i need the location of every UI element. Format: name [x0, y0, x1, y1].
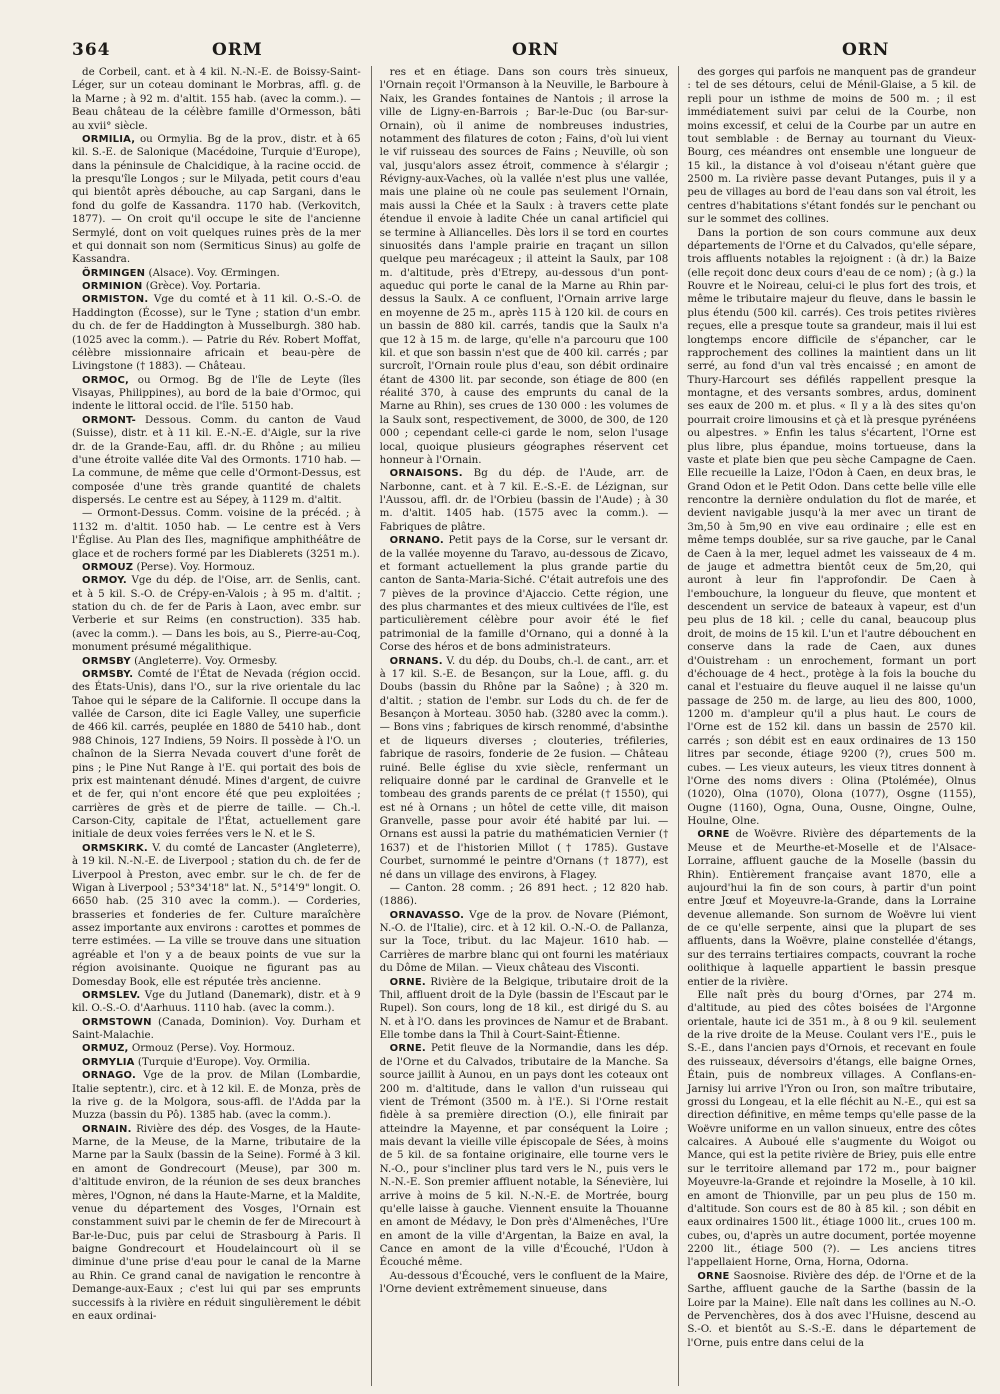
- entry-text: Bg du dép. de l'Aude, arr. de Narbonne, cant. et à 7 kil. E.-S.-E. de Lézignan, sur l'Aussou, affl. dr. de l'Orbieu (bassin de l'Aude) ; à 30 m. d'altit. 1405 hab. (1575 avec la comm.). — Fabriques de plâtre.: [379, 467, 669, 533]
- entry-text: Saosnoise. Rivière des dép. de l'Orne et de la Sarthe, affluent gauche de la Sarthe (bassin de la Loire par la Maine). Elle naît dans les collines au N.-O. de Pervenchères, dos à dos avec l'Huisne, descend au S.-O. et bientôt au S.-S.-E. dans le département de l'Orne, puis entre dans celui de la: [687, 1269, 977, 1349]
- page-number: 364: [72, 40, 111, 60]
- entry-headword: ORMISTON.: [82, 294, 149, 306]
- entry-headword: ORMINION: [82, 281, 143, 292]
- entry-text: Comté de l'État de Nevada (région occid. des États-Unis), dans l'O., sur la rive orientale du lac Tahoe qui le sépare de la Californie. Il occupe dans la vallée de Carson, dite ici Eagle Valley, une superficie de 466 kil. carrés, peuplée en 1880 de 5410 hab., dont 988 Chinois, 127 Indiens, 59 Noirs. Il possède à l'O. un chaînon de la Sierra Nevada couvert d'une forêt de pins ; le Pine Nut Range à l'E. qui portait des bois de prix est maintenant dénudé. Mines d'argent, de cuivre et de fer, qui n'ont encore été que peu exploitées ; carrières de grès et de pierre de taille. — Ch.-l. Carson-City, capitale de l'État, actuellement gare initiale de deux voies ferrées vers le N. et le S.: [72, 667, 361, 841]
- running-head-left: ORM: [212, 40, 263, 60]
- entry-headword: ORMSTOWN: [82, 1016, 152, 1028]
- entry-headword: ORMILIA,: [82, 133, 136, 145]
- dictionary-entry: [72, 1123, 361, 1324]
- entry-text: Vge du comté et à 11 kil. O.-S.-O. de Haddington (Écosse), sur le Tyne ; station d'un embr. du ch. de fer de Haddington à Musselburgh. 380 hab. (1025 avec la comm.). — Patrie du Rév. Robert Moffat, célèbre missionnaire africain et beau-père de Livingstone († 1883). — Château.: [72, 293, 361, 373]
- entry-headword: ORMYLIA: [82, 1056, 135, 1068]
- entry-text: de Woëvre. Rivière des départements de la Meuse et de Meurthe-et-Moselle et de l'Alsace-Lorraine, affluent gauche de la Moselle (bassin du Rhin). Entièrement française avant 1870, elle a aujourd'hui la fin de son cours, à partir d'un point entre Jœuf et Moyeuvre-la-Grande, dans la Lorraine devenue allemande. Son surnom de Woëvre lui vient de ce qu'elle serpente, ainsi que la plupart de ses affluents, dans la Woëvre, plaine constellée d'étangs, sur des terrains tertiaires compacts, couvrant la roche oolithique à laquelle appartient le bassin presque entier de la rivière.: [687, 828, 977, 988]
- dictionary-entry: [380, 655, 669, 882]
- entry-text: (Alsace). Voy. Œrmingen.: [148, 266, 280, 279]
- entry-headword: ORNE.: [389, 976, 426, 988]
- dictionary-entry: [72, 655, 361, 668]
- dictionary-entry: [72, 414, 361, 508]
- dictionary-entry: [72, 1069, 361, 1123]
- entry-headword: ORMUZ,: [82, 1043, 129, 1055]
- entry-headword: ORMSKIRK.: [82, 842, 148, 854]
- entry-text: Vge de la prov. de Novare (Piémont, N.-O. de l'Italie), circ. et à 12 kil. O.-N.-O. de Pallanza, sur la Toce, tribut. du lac Majeur. 1610 hab. — Carrières de marbre blanc qui ont fourni les matériaux du Dôme de Milan. — Vieux château des Visconti.: [379, 908, 669, 975]
- entry-headword: ORNAGO.: [82, 1070, 136, 1082]
- dictionary-entry: [687, 66, 976, 227]
- dictionary-entry: [72, 561, 361, 574]
- dictionary-entry: [72, 133, 361, 267]
- entry-text: Vge de la prov. de Milan (Lombardie, Italie septentr.), circ. et à 12 kil. E. de Monza, près de la rive g. de la Molgora, sous-affl. de l'Adda par la Muzza (bassin du Pô). 1385 hab. (avec la comm.).: [72, 1069, 361, 1122]
- dictionary-entry: [687, 1270, 976, 1350]
- dictionary-entry: [72, 989, 361, 1016]
- dictionary-entry: [380, 909, 669, 976]
- entry-headword: ORNE: [697, 1270, 730, 1282]
- entry-text: Rivière de la Belgique, tributaire droit de la Thil, affluent droit de la Dyle (bassin de l'Escaut par le Rupel). Son cours, long de 18 kil., est dirigé du S. au N. et à l'O. dans les provinces de Namur et de Brabant. Elle tombe dans la Thil à Court-Saint-Étienne.: [379, 975, 669, 1041]
- text-columns: [72, 66, 976, 1386]
- dictionary-entry: [72, 280, 361, 293]
- running-head-center: ORN: [512, 40, 560, 60]
- entry-headword: ORNAVASSO.: [389, 909, 465, 921]
- entry-text: Dans la portion de son cours commune aux deux départements de l'Orne et du Calvados, qu'elle sépare, trois affluents notables la rejoignent : (à dr.) la Baize (elle reçoit donc deux cours d'eau de ce nom) ; (à g.) la Rouvre et le Noireau, celui-ci le plus fort des trois, et même le tributaire majeur du fleuve, dans le bassin le plus étendu (500 kil. carrés). Ces trois petites rivières reçues, elle a presque toute sa grandeur, mais il lui est longtemps encore difficile de s'épancher, car le rapprochement des collines la maintient dans un lit serré, au fond d'un val très encaissé ; en amont de Thury-Harcourt ses défilés rappellent presque la montagne, et des versants sombres, ardus, dominent ses eaux de 200 m. et plus. « Il y a là des sites qu'on pourrait croire limousins et çà et là presque pyrénéens ou alpestres. » Enfin les talus s'écartent, l'Orne est plus libre, plus épandue, moins tortueuse, dans la vaste et plate bien que peu sèche Campagne de Caen. Elle recueille la Laize, l'Odon à Caen, en deux bras, le Grand Odon et le Petit Odon. Dans cette belle ville elle rencontre la dernière ondulation du flot de marée, et devient navigable jusqu'à la mer avec un tirant de 3m,50 à 5m,90 en vive eau ordinaire ; elle est en même temps doublée, sur sa rive gauche, par le Canal de Caen à la mer, lequel admet les vaisseaux de 4 m. de jauge et admettra bientôt ceux de 5m,20, qui auront à leur fin l'approfondir. De Caen à l'embouchure, la longueur du fleuve, que montent et descendent un service de bateaux à vapeur, est d'un peu plus de 18 kil. ; celle du canal, beaucoup plus droit, de moins de 15 kil. L'un et l'autre débouchent en conserve dans la rade de Caen, aux dunes d'Ouistreham : un enrochement, formant un port d'échouage de 4 hect., protège à la fois la bouche du canal et l'estuaire du fleuve auquel il ne laisse qu'un passage de 250 m. de large, au lieu des 800, 1000, 1200 m. d'ampleur qu'il a plus haut. Le cours de l'Orne est de 152 kil. dans un bassin de 2570 kil. carrés ; son débit est en eaux ordinaires de 13 150 litres par seconde, étiage 9200 (?), crues 500 m. cubes. — Les vieux auteurs, les vieux titres donnent à l'Orne des noms divers : Olina (Ptolémée), Olnus (1020), Olna (1070), Olona (1077), Osgne (1155), Ougne (1160), Ogna, Ouna, Ousne, Oingne, Oulne, Houlne, Olne.: [687, 226, 977, 827]
- entry-text: Vge du Jutland (Danemark), distr. et à 9 kil. O.-S.-O. d'Aarhuus. 1110 hab. (avec la comm.).: [72, 988, 361, 1015]
- entry-text: (Grèce). Voy. Portaria.: [145, 280, 261, 292]
- dictionary-entry: [72, 293, 361, 373]
- entry-headword: ÖRMINGEN: [82, 267, 146, 279]
- entry-text: Dessous. Comm. du canton de Vaud (Suisse), distr. et à 11 kil. E.-N.-E. d'Aigle, sur la rive dr. de la Grande-Eau, affl. dr. du Rhône ; au milieu d'une étroite vallée dite Val des Ormonts. 1710 hab. — La commune, de même que celle d'Ormont-Dessus, est composée d'une très grande quantité de chalets dispersés. Le centre est au Sépey, à 1129 m. d'altit.: [72, 413, 361, 506]
- running-head-right: ORN: [842, 40, 890, 60]
- dictionary-entry: [72, 1056, 361, 1069]
- dictionary-entry: [380, 882, 669, 909]
- entry-text: Elle naît près du bourg d'Ornes, par 274 m. d'altitude, au pied des côtes boisées de l'Argonne orientale, haute ici de 351 m., à 8 ou 9 kil. seulement de la rive droite de la Meuse. Coulant vers l'E., puis le S.-E., dans l'ancien pays d'Ornois, et recevant en foule des ruisseaux, déversoirs d'étangs, elle baigne Ornes, Étain, puis de nombreux villages. A Conflans-en-Jarnisy lui arrive l'Yron ou Iron, son maître tributaire, grossi du Longeau, et la elle fléchit au N.-E., qui est sa direction définitive, en même temps qu'elle passe de la Woëvre uniforme en un vallon sinueux, entre des côtes calcaires. A Auboué elle s'augmente du Woigot ou Mance, qui est la petite rivière de Briey, puis elle entre sur le territoire allemand par 172 m., pour baigner Moyeuvre-la-Grande et rejoindre la Moselle, à 10 kil. en amont de Thionville, par un peu plus de 150 m. d'altitude. Son cours est de 80 à 85 kil. ; son débit en eaux ordinaires 1500 lit., étiage 1000 lit., crues 100 m. cubes, ou, d'après un autre document, portée moyenne 2200 lit., étiage 500 (?). — Les anciens titres l'appellaient Horne, Orna, Horna, Odorna.: [687, 988, 977, 1269]
- entry-headword: ORMOY.: [82, 575, 127, 587]
- dictionary-entry: [72, 1042, 361, 1055]
- entry-headword: ORNE.: [389, 1043, 426, 1055]
- entry-headword: ORMSLEV.: [82, 989, 141, 1001]
- entry-text: res et en étiage. Dans son cours très sinueux, l'Ornain reçoit l'Ormanson à la Neuville, le Barboure à Naix, les Grandes fontaines de Nantois ; il arrose la ville de Ligny-en-Barrois ; Bar-le-Duc (ou Bar-sur-Ornain), où il anime de nombreuses industries, notamment des filatures de coton ; Fains, d'où lui vient le vif ruisseau des sources de Fains ; Neuville, où son val, jusqu'alors assez étroit, commence à s'élargir ; Révigny-aux-Vaches, où la vallée n'est plus une vallée, mais une plaine où ne coule pas seulement l'Ornain, mais aussi la Chée et la Saulx : à travers cette plate étendue il envoie à ladite Chée un canal artificiel qui se termine à Alliancelles. Dès lors il se tord en courtes sinuosités dans l'ample prairie en traçant un sillon quelque peu marécageux ; il atteint la Saulx, par 108 m. d'altitude, près d'Etrepy, au-dessous d'un pont-aqueduc qui porte le canal de la Marne au Rhin par-dessus la Saulx. A ce confluent, l'Ornain arrive large en moyenne de 25 m., après 115 à 120 kil. de cours en un bassin de 880 kil. carrés, tandis que la Saulx n'a que 12 à 15 m. de large, qu'elle n'a parcouru que 100 kil. et que son bassin n'est que de 400 kil. carrés ; par surcroît, l'Ornain roule plus d'eau, son débit ordinaire étant de 4300 lit. par seconde, son étiage de 800 (en réalité 370, à cause des emprunts du canal de la Marne au Rhin), ses crues de 130 000 : les volumes de la Saulx sont, respectivement, de 3000, de 300, de 120 000 ; cependant celle-ci garde le nom, selon l'usage local, quoique plusieurs géographes réservent cet honneur à l'Ornain.: [379, 66, 669, 466]
- dictionary-entry: [72, 507, 361, 561]
- dictionary-entry: [687, 227, 976, 829]
- entry-text: (Angleterre). Voy. Ormesby.: [134, 654, 278, 667]
- entry-headword: ORMSBY: [82, 655, 131, 667]
- entry-headword: ORMONT-: [82, 414, 136, 426]
- entry-headword: ORNAISONS.: [389, 468, 463, 480]
- entry-text: — Canton. 28 comm. ; 26 891 hect. ; 12 820 hab. (1886).: [379, 881, 669, 908]
- dictionary-entry: [72, 668, 361, 842]
- dictionary-entry: [72, 1016, 361, 1043]
- dictionary-entry: [687, 828, 976, 989]
- dictionary-entry: [380, 976, 669, 1043]
- dictionary-entry: [380, 66, 669, 467]
- dictionary-entry: [72, 574, 361, 654]
- entry-text: Vge du dép. de l'Oise, arr. de Senlis, cant. et à 5 kil. S.-O. de Crépy-en-Valois ; à 95 m. d'altit. ; station du ch. de fer de Paris à Laon, avec embr. sur Verberie et sur Reims (en construction). 335 hab. (avec la comm.). — Dans les bois, au S., Pierre-au-Coq, monument présumé mégalithique.: [72, 574, 361, 654]
- entry-headword: ORMOUZ: [82, 561, 134, 573]
- dictionary-entry: [72, 267, 361, 280]
- entry-text: Petit fleuve de la Normandie, dans les dép. de l'Orne et du Calvados, tributaire de la Manche. Sa source jaillit à Aunou, en un pays dont les coteaux ont 200 m. d'altitude, dans le vallon d'un ruisseau qui vient de Trémont (3500 m. à l'E.). Si l'Orne restait fidèle à sa première direction (O.), elle finirait par atteindre la Mayenne, et par conséquent la Loire ; mais devant la vieille ville épiscopale de Sées, à moins de 5 kil. de sa fontaine originaire, elle tourne vers le N.-O., pour s'incliner plus tard vers le N., puis vers le N.-N.-E. Son premier affluent notable, la Sénevière, lui arrive à moins de 5 kil. N.-N.-E. de Mortrée, bourg qu'elle laisse à gauche. Viennent ensuite la Thouanne en amont de Médavy, le Don près d'Almenêches, l'Ure en amont de la ville d'Argentan, la Baize en aval, la Cance en amont de la ville d'Écouché, l'Udon à Écouché même.: [379, 1042, 669, 1269]
- dictionary-entry: [380, 1042, 669, 1269]
- entry-text: de Corbeil, cant. et à 4 kil. N.-N.-E. de Boissy-Saint-Léger, sur un coteau dominant le Morbras, affl. g. de la Marne ; à 92 m. d'altit. 155 hab. (avec la comm.). — Beau château de la célèbre famille d'Ormesson, bâti au xvii° siècle.: [72, 66, 361, 132]
- entry-text: Rivière des dép. des Vosges, de la Haute-Marne, de la Meuse, de la Marne, tributaire de la Marne par la Saulx (bassin de la Seine). Formé à 3 kil. en amont de Gondrecourt (Meuse), par 300 m. d'altitude environ, de la réunion de ses deux branches mères, l'Ognon, né dans la Haute-Marne, et la Maldite, venue du département des Vosges, l'Ornain est constamment suivi par le chemin de fer de Mirecourt à Bar-le-Duc, puis par celui de Strasbourg à Paris. Il baigne Gondrecourt et Houdelaincourt où il se diminue d'une prise d'eau pour le canal de la Marne au Rhin. Ce grand canal de navigation le rencontre à Demange-aux-Eaux ; c'est lui qui par ses emprunts successifs à la rivière en réduit singulièrement le débit en eaux ordinai-: [72, 1122, 361, 1322]
- dictionary-entry: [72, 374, 361, 414]
- entry-headword: ORMSBY.: [82, 668, 134, 680]
- entry-text: Ormouz (Perse). Voy. Hormouz.: [131, 1042, 295, 1055]
- dictionary-entry: [687, 989, 976, 1270]
- column-2: [371, 66, 669, 1386]
- dictionary-entry: [72, 842, 361, 989]
- entry-text: V. du dép. du Doubs, ch.-l. de cant., arr. et à 17 kil. S.-E. de Besançon, sur la Loue, affl. g. du Doubs (bassin du Rhône par la Saône) ; à 320 m. d'altit. ; station de l'embr. sur Lods du ch. de fer de Besançon à Morteau. 3050 hab. (3280 avec la comm.). — Bons vins ; fabriques de kirsch renommé, d'absinthe et de liqueurs diverses ; clouteries, tréfileries, fabrique de rasoirs, fonderie de 2e fusion. — Château ruiné. Belle église du xvie siècle, renfermant un reliquaire donné par le cardinal de Granvelle et le tombeau des grands parents de ce prélat († 1550), qui est né à Ornans ; un hôtel de cette ville, dit maison Granvelle, passe pour avoir été habité par lui. — Ornans est aussi la patrie du mathématicien Vernier († 1637) et de l'historien Millot († 1785). Gustave Courbet, surnommé le peintre d'Ornans († 1877), est né dans un village des environs, à Flagey.: [379, 654, 669, 881]
- dictionary-entry: [380, 1270, 669, 1297]
- entry-text: des gorges qui parfois ne manquent pas de grandeur : tel de ses détours, celui de Ménil-Glaise, a 5 kil. de repli pour un isthme de moins de 500 m. ; il est immédiatement suivi par celui de la Courbe, non moins excessif, et celui de la Courbe par un autre en tout semblable : de Bernay au tournant du Vieux-Bourg, ces méandres ont ensemble une longueur de 15 kil., la distance à vol d'oiseau n'étant guère que 2500 m. La rivière passe devant Putanges, puis il y a peu de villages au bord de l'eau dans son val étroit, les centres d'habitations s'étant fondés sur le penchant ou sur le sommet des collines.: [687, 66, 977, 226]
- entry-text: (Canada, Dominion). Voy. Durham et Saint-Malachie.: [72, 1015, 361, 1041]
- entry-headword: ORNANO.: [389, 535, 444, 547]
- entry-headword: ORMOC,: [82, 374, 129, 386]
- entry-headword: ORNAIN.: [82, 1123, 132, 1135]
- entry-headword: ORNANS.: [389, 655, 443, 667]
- entry-text: ou Ormylia. Bg de la prov., distr. et à 65 kil. S.-E. de Salonique (Macédoine, Turquie d'Europe), dans la péninsule de Chalcidique, à la racine occid. de la presqu'île Longos ; sur le Milyada, petit cours d'eau qui bientôt après débouche, au cap Sargani, dans le fond du golfe de Kassandra. 1170 hab. (Verkovitch, 1877). — On croit qu'il occupe le site de l'ancienne Sermylé, dont on voit quelques ruines près de la mer et qui donnait son nom (Sermiticus Sinus) au golfe de Kassandra.: [72, 132, 361, 266]
- column-1: [72, 66, 361, 1386]
- entry-text: (Perse). Voy. Hormouz.: [136, 560, 256, 573]
- entry-text: Au-dessous d'Écouché, vers le confluent de la Maire, l'Orne devient extrêmement sinueuse, dans: [379, 1269, 669, 1296]
- entry-text: V. du comté de Lancaster (Angleterre), à 19 kil. N.-N.-E. de Liverpool ; station du ch. de fer de Liverpool à Preston, avec embr. sur le ch. de fer de Wigan à Liverpool ; 53°34'18" lat. N., 5°14'9" longit. O. 6650 hab. (25 310 avec la comm.). — Corderies, brasseries et fonderies de fer. Culture maraîchère assez importante aux environs : carottes et pommes de terre estimées. — La ville se trouve dans une situation agréable et l'on y a de beaux points de vue sur la région avoisinante. Quoique ne figurant pas au Domesday Book, elle est réputée très ancienne.: [72, 841, 361, 988]
- page-header: [72, 40, 976, 66]
- entry-headword: ORNE: [697, 829, 730, 841]
- column-3: [678, 66, 976, 1386]
- dictionary-entry: [380, 534, 669, 654]
- dictionary-entry: [380, 467, 669, 534]
- entry-text: (Turquie d'Europe). Voy. Ormilia.: [137, 1055, 311, 1068]
- entry-text: ou Ormog. Bg de l'île de Leyte (îles Visayas, Philippines), au bord de la baie d'Ormoc, qui indente le littoral occid. de l'île. 5150 hab.: [72, 373, 361, 413]
- entry-text: Petit pays de la Corse, sur le versant dr. de la vallée moyenne du Taravo, au-dessous de Zicavo, et formant actuellement la plus grande partie du canton de Santa-Maria-Siché. C'était autrefois une des 7 pièves de la province d'Ajaccio. Cette région, une des plus charmantes et des mieux cultivées de l'île, est particulièrement célèbre pour avoir été le fief patrimonial de la famille d'Ornano, qui a donné à la Corse des héros et de bons administrateurs.: [379, 534, 669, 654]
- entry-text: — Ormont-Dessus. Comm. voisine de la précéd. ; à 1132 m. d'altit. 1050 hab. — Le centre est à Vers l'Église. Au Plan des Iles, magnifique amphithéâtre de glace et de rochers formé par les Diablerets (3251 m.).: [72, 507, 361, 560]
- dictionary-entry: [72, 66, 361, 133]
